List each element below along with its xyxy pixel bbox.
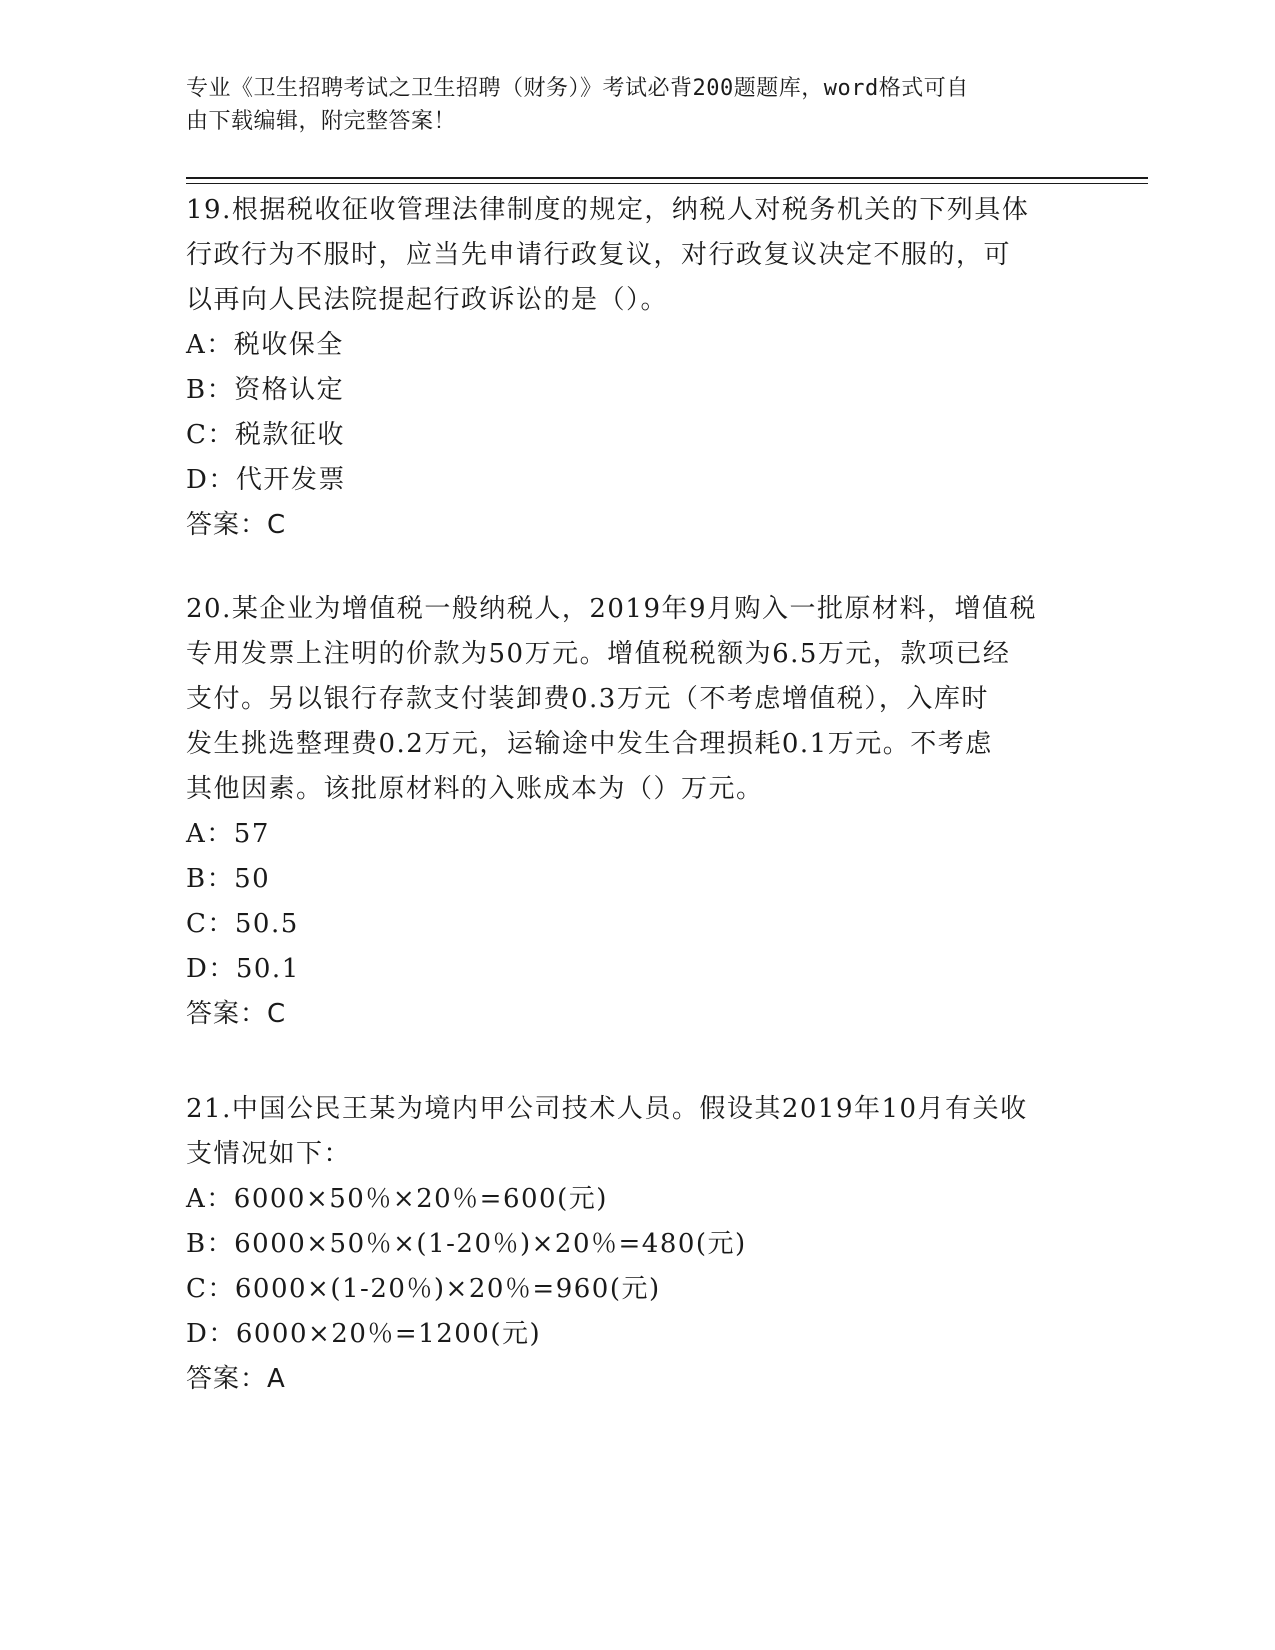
header-divider-thin: [186, 183, 1148, 184]
option-b: B：资格认定: [186, 375, 345, 405]
option-b: B：50: [186, 864, 271, 894]
question-stem-line: 以再向人民法院提起行政诉讼的是（）。: [186, 285, 669, 315]
option-a: A：57: [186, 819, 270, 849]
question-20: [186, 587, 1086, 1037]
question-stem-line: 专用发票上注明的价款为50万元。增值税税额为6.5万元，款项已经: [186, 639, 1011, 669]
option-a: A：税收保全: [186, 330, 344, 360]
question-stem-line: 发生挑选整理费0.2万元，运输途中发生合理损耗0.1万元。不考虑: [186, 729, 993, 759]
option-d: D：代开发票: [186, 465, 346, 495]
header-line-2: 由下载编辑，附完整答案！: [186, 109, 457, 134]
option-c: C：50.5: [186, 909, 299, 939]
answer-line: 答案：A: [186, 1364, 286, 1394]
question-stem-line: 支情况如下：: [186, 1139, 352, 1169]
question-19: [186, 188, 1086, 548]
question-21: [186, 1087, 1086, 1402]
question-stem-line: 行政行为不服时，应当先申请行政复议，对行政复议决定不服的，可: [186, 240, 1012, 270]
question-stem-line: 支付。另以银行存款支付装卸费0.3万元（不考虑增值税），入库时: [186, 684, 989, 714]
document-header: [186, 72, 1066, 138]
option-c: C：税款征收: [186, 420, 345, 450]
header-line-1: 专业《卫生招聘考试之卫生招聘（财务）》考试必背200题题库，word格式可自: [186, 76, 969, 101]
question-stem-line: 20.某企业为增值税一般纳税人，2019年9月购入一批原材料，增值税: [186, 594, 1038, 624]
option-c: C：6000×(1-20％)×20％=960(元): [186, 1274, 661, 1304]
question-stem-line: 19.根据税收征收管理法律制度的规定，纳税人对税务机关的下列具体: [186, 195, 1030, 225]
answer-line: 答案：C: [186, 510, 287, 540]
header-divider-thick: [186, 177, 1148, 179]
question-stem-line: 21.中国公民王某为境内甲公司技术人员。假设其2019年10月有关收: [186, 1094, 1028, 1124]
question-stem-line: 其他因素。该批原材料的入账成本为（）万元。: [186, 774, 764, 804]
answer-line: 答案：C: [186, 999, 287, 1029]
option-b: B：6000×50％×(1-20％)×20％=480(元): [186, 1229, 747, 1259]
option-d: D：50.1: [186, 954, 300, 984]
option-d: D：6000×20％=1200(元): [186, 1319, 542, 1349]
option-a: A：6000×50％×20％=600(元): [186, 1184, 608, 1214]
